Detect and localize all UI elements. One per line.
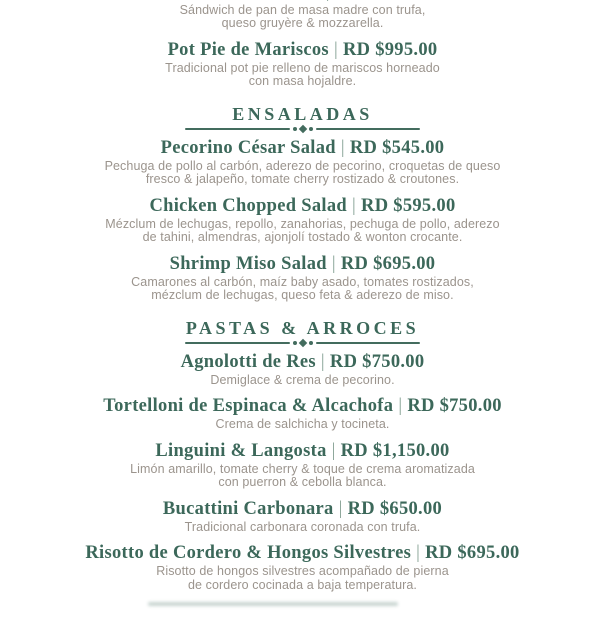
diamond-ornament-icon	[298, 339, 306, 347]
dot-ornament-icon	[309, 341, 313, 345]
item-description	[33, 62, 573, 89]
item-name: Bucattini Carbonara	[162, 498, 334, 519]
description-line: fresco & jalapeño, tomate cherry rostizado & croutones.	[145, 172, 460, 186]
section-title: PASTAS & ARROCES	[185, 317, 420, 338]
menu-item	[33, 397, 573, 432]
description-line: Risotto de hongos silvestres acompañado de pierna	[156, 564, 449, 578]
item-name: Pecorino César Salad	[160, 137, 336, 158]
item-price	[335, 0, 429, 2]
section-title: ENSALADAS	[232, 103, 373, 124]
title-price-separator: |	[352, 195, 357, 216]
menu-item	[33, 139, 573, 187]
item-description	[33, 374, 573, 388]
dot-ornament-icon	[309, 127, 313, 131]
menu-item	[33, 197, 573, 245]
title-price-separator: |	[416, 543, 421, 563]
menu-item	[33, 41, 573, 89]
section-header	[33, 319, 573, 347]
item-name: Risotto de Cordero & Hongos Silvestres	[85, 543, 412, 563]
menu-item	[33, 0, 573, 31]
item-title-line	[33, 442, 573, 461]
item-description	[33, 521, 573, 535]
description-line: Pechuga de pollo al carbón, aderezo de pecorino, croquetas de queso	[104, 158, 501, 173]
title-price-separator: |	[333, 39, 338, 60]
next-item-cutoff	[148, 602, 398, 606]
item-name: Chicken Chopped Salad	[149, 195, 348, 216]
item-title-line	[33, 397, 573, 416]
item-price: RD $995.00	[342, 39, 438, 60]
item-name: Linguini & Langosta	[155, 440, 327, 461]
description-line: Tradicional pot pie relleno de mariscos horneado	[165, 60, 440, 75]
item-price: RD $695.00	[340, 253, 436, 274]
item-price: RD $1,150.00	[340, 440, 450, 461]
item-name: Pot Pie de Mariscos	[167, 39, 329, 60]
item-name: Agnolotti de Res	[180, 351, 316, 372]
divider-line	[185, 342, 290, 344]
description-line: con puerron & cebolla blanca.	[218, 475, 387, 489]
title-price-separator: |	[320, 351, 325, 372]
description-line: Camarones al carbón, maíz baby asado, tomates rostizados,	[131, 274, 474, 289]
menu-item	[33, 353, 573, 388]
item-title-line	[33, 0, 573, 2]
description-line: Mézclum de lechugas, repollo, zanahorias, pechuga de pollo, aderezo	[105, 216, 500, 231]
item-description	[33, 218, 573, 245]
title-price-separator: |	[331, 253, 336, 274]
item-description	[33, 160, 573, 187]
item-title-line	[33, 255, 573, 274]
dot-ornament-icon	[293, 127, 297, 131]
item-price: RD $695.00	[425, 543, 520, 563]
item-description	[33, 276, 573, 303]
section-divider	[185, 340, 420, 347]
description-line: Sándwich de pan de masa madre con trufa,	[179, 2, 426, 17]
title-price-separator: |	[331, 440, 336, 461]
diamond-ornament-icon	[298, 125, 306, 133]
section-divider	[185, 126, 420, 133]
item-title-line	[33, 197, 573, 216]
item-price: RD $545.00	[349, 137, 445, 158]
description-line: Tradicional carbonara coronada con trufa.	[184, 519, 421, 534]
description-line: Limón amarillo, tomate cherry & toque de crema aromatizada	[130, 461, 475, 476]
item-title-line	[33, 139, 573, 158]
menu-item	[33, 442, 573, 490]
description-line: con masa hojaldre.	[248, 74, 357, 88]
item-title-line	[33, 353, 573, 372]
description-line: de tahini, almendras, ajonjolí tostado & wonton crocante.	[142, 230, 463, 244]
title-price-separator: |	[340, 137, 345, 158]
item-description	[33, 418, 573, 432]
divider-line	[185, 128, 290, 130]
menu	[33, 0, 573, 592]
description-line: Demiglace & crema de pecorino.	[210, 372, 395, 387]
item-name: Shrimp Miso Salad	[169, 253, 327, 274]
item-description	[33, 565, 573, 592]
description-line: queso gruyère & mozzarella.	[221, 16, 384, 30]
menu-item	[33, 544, 573, 592]
item-price: RD $750.00	[329, 351, 425, 372]
item-title-line	[33, 41, 573, 60]
item-name: Tortelloni de Espinaca & Alcachofa	[103, 396, 394, 416]
description-line: mézclum de lechugas, queso feta & aderezo de miso.	[151, 288, 454, 302]
divider-line	[316, 342, 421, 344]
title-price-separator	[326, 0, 330, 2]
title-price-separator: |	[338, 498, 343, 519]
dot-ornament-icon	[293, 341, 297, 345]
menu-item	[33, 500, 573, 535]
title-price-separator: |	[398, 396, 403, 416]
description-line: Crema de salchicha y tocineta.	[215, 417, 390, 431]
item-price: RD $595.00	[361, 195, 456, 216]
item-price: RD $750.00	[407, 396, 502, 416]
divider-line	[316, 128, 421, 130]
item-price: RD $650.00	[347, 498, 443, 519]
menu-item	[33, 255, 573, 303]
item-description	[33, 463, 573, 490]
item-name	[176, 0, 321, 2]
item-description	[33, 4, 573, 31]
item-title-line	[33, 500, 573, 519]
section-header	[33, 105, 573, 133]
description-line: de cordero cocinada a baja temperatura.	[187, 577, 418, 592]
item-title-line	[33, 544, 573, 563]
